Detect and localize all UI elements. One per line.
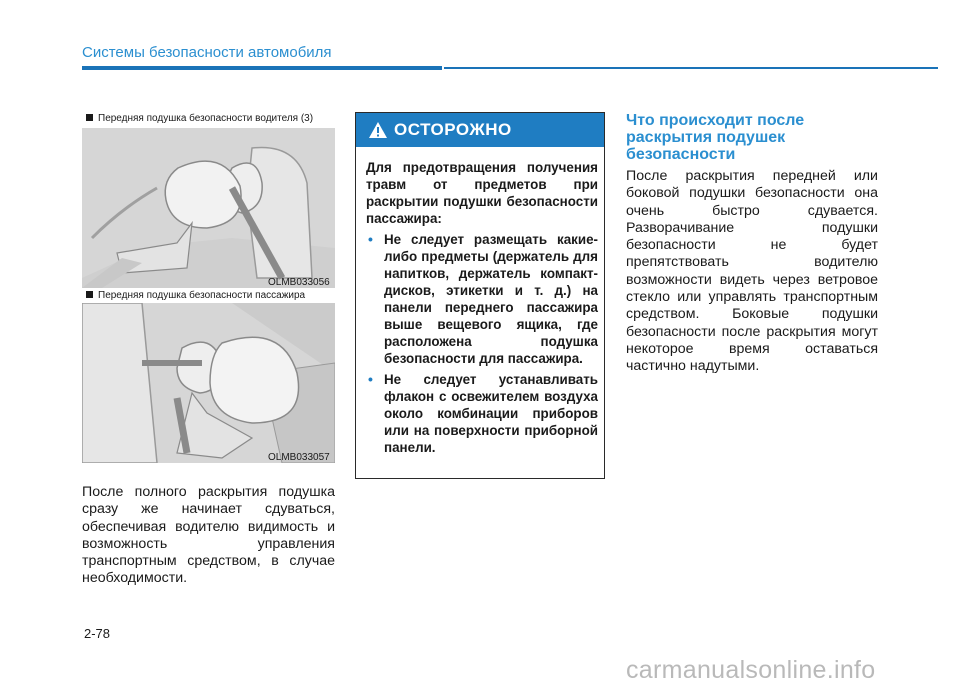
warning-bullet: [366, 231, 598, 367]
figure-1-code: OLMB033056: [268, 277, 330, 288]
header-rule-light: [444, 67, 938, 69]
warning-title: ОСТОРОЖНО: [394, 120, 512, 139]
warning-intro: Для предотвращения получения травм от предметов при раскрытии подушки безопасности пассажира:: [366, 160, 598, 226]
warning-bullet-text: Не следует размещать какие-либо предметы (держатель для напитков, держатель компакт-дисков, этикетки и т. д.) на панели переднего пассажира выше вещевого ящика, где расположена подушка безопасности для пассажира.: [384, 232, 598, 366]
bullet-dot-icon: •: [368, 371, 373, 387]
watermark: carmanualsonline.info: [626, 656, 876, 684]
driver-airbag-illustration: [82, 128, 335, 288]
warning-bullet-text: Не следует устанавливать флакон с освежителем воздуха около комбинации приборов или на поверхности приборной панели.: [384, 372, 598, 455]
figure-1-image: [82, 128, 335, 288]
figure-2-image: [82, 303, 335, 463]
warning-triangle-icon: [368, 121, 388, 139]
passenger-airbag-illustration: [82, 303, 335, 463]
figure-1-caption-text: Передняя подушка безопасности водителя (3): [98, 113, 314, 124]
bullet-dot-icon: •: [368, 231, 373, 247]
square-bullet-icon: [86, 114, 93, 121]
right-paragraph: После раскрытия передней или боковой подушки безопасности она очень быстро сдувается. Разворачивание подушки безопасности не будет препятствовать водителю возможности видеть через ветровое стекло или управлять транспортным средством. Боковые подушки безопасности после раскрытия могут некоторое время оставаться частично надутыми.: [626, 168, 878, 375]
warning-bullet: [366, 371, 598, 456]
warning-box: [355, 112, 605, 479]
left-paragraph: После полного раскрытия подушка сразу же начинает сдуваться, обеспечивая водителю видимость и возможность управления транспортным средством, в случае необходимости.: [82, 484, 335, 587]
page-number: 2-78: [84, 626, 111, 641]
figure-1-caption: [86, 113, 313, 124]
header-rule-dark: [82, 66, 442, 70]
figure-2-caption: [86, 290, 305, 301]
figure-2-code: OLMB033057: [268, 452, 330, 463]
figure-2-caption-text: Передняя подушка безопасности пассажира: [98, 290, 306, 301]
section-title: Системы безопасности автомобиля: [82, 44, 332, 61]
right-heading: Что происходит после раскрытия подушек безопасности: [626, 112, 805, 163]
square-bullet-icon: [86, 291, 93, 298]
warning-body: [366, 159, 598, 460]
warning-header: [356, 113, 604, 147]
